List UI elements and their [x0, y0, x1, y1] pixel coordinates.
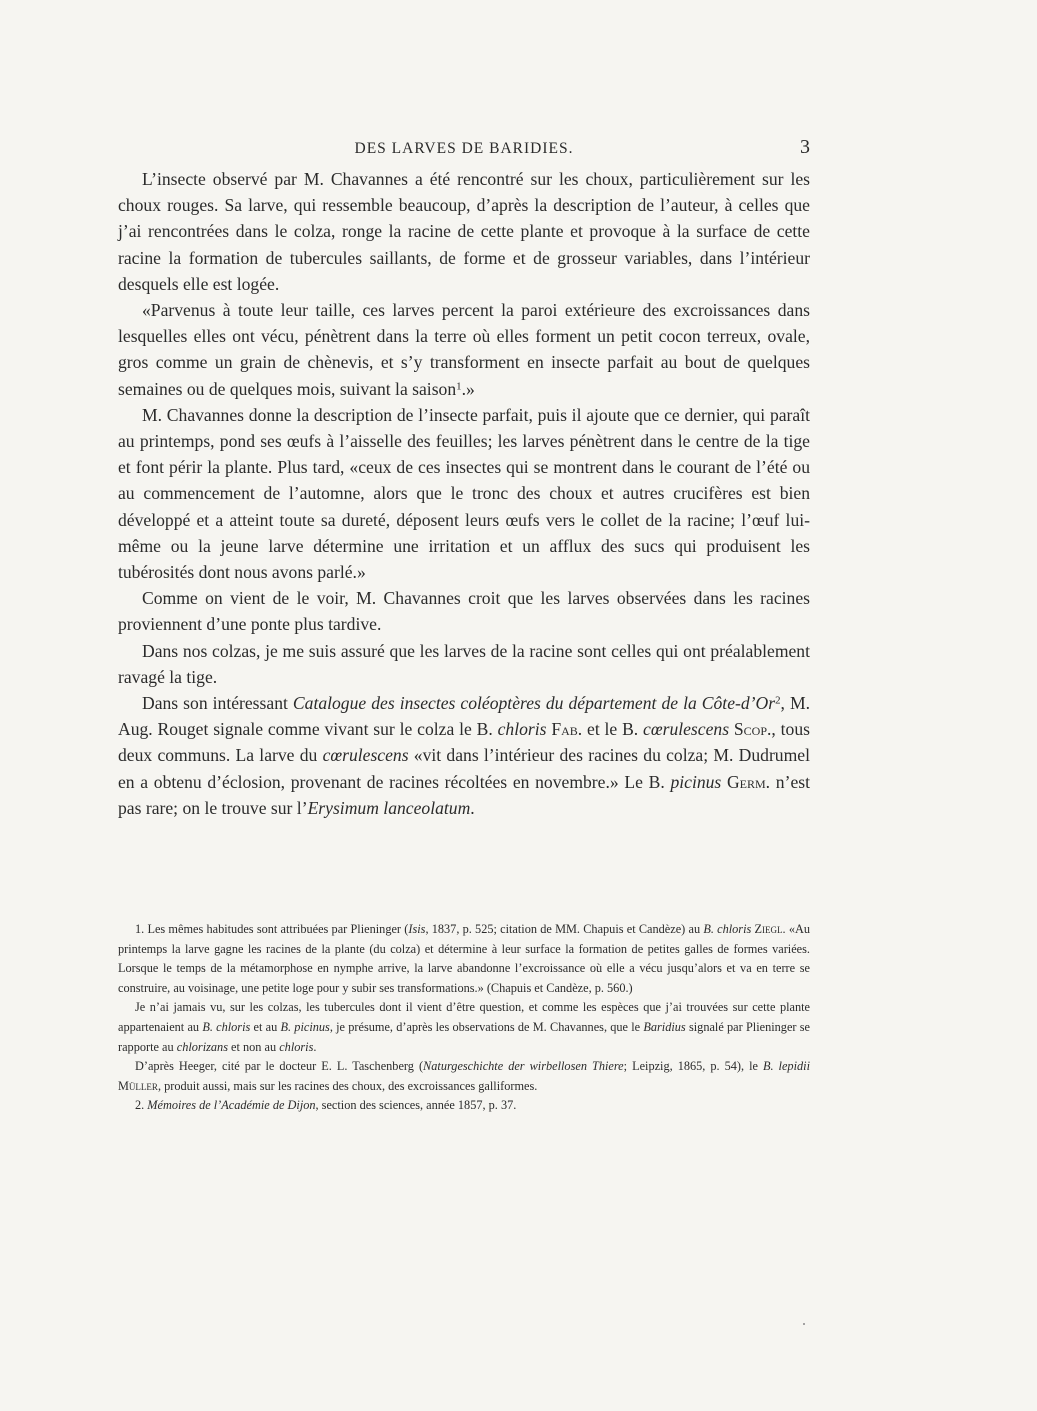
text-run: «Au printemps la larve gagne les racines de la plante (du colza) et détermine à leur surface la formation de petites galles de formes variées. Lorsque le temps de la métamorphose en nymphe arrive, la larve abandonne l’excroissance où elle a vécu jusqu’alors et va en terre se construire, au voisinage, une petite loge pour y subir ses transformations.» (Chapuis et Candèze, p. 560.) [118, 922, 810, 995]
author-name: Germ. [721, 771, 771, 792]
species-name: chloris [279, 1039, 314, 1054]
species-name: cœrulescens [643, 719, 730, 740]
main-text [118, 166, 810, 821]
footnote-1-continued [118, 998, 810, 1057]
footnote-ref-1: 1 [456, 380, 462, 393]
species-name: B. picinus [280, 1019, 330, 1034]
text-run: 2. [135, 1098, 148, 1113]
paragraph-4: Comme on vient de le voir, M. Chavannes croit que les larves observées dans les racines proviennent d’une ponte plus tardive. [118, 588, 810, 635]
species-name: B. chloris [202, 1019, 251, 1034]
text-run: et non au [227, 1039, 280, 1054]
footnote-1 [118, 920, 810, 998]
species-name: picinus [670, 771, 722, 792]
text-run: , je présume, d’après les observations de M. Chavannes, que le [329, 1019, 644, 1034]
text-run: . [313, 1039, 317, 1054]
species-name: chlorizans [176, 1039, 228, 1054]
paragraph-2-text: «Parvenus à toute leur taille, ces larves percent la paroi extérieure des excroissances dans lesquelles elles ont vécu, pénètrent dans la terre où elles forment un petit cocon terreux, ovale, gros comme un grain de chènevis, et s’y transforment en insecte parfait au bout de quelques semaines ou de quelques mois, suivant la saison [118, 300, 810, 399]
footnotes [118, 920, 810, 1116]
footnote-2 [118, 1096, 810, 1116]
species-name: cœrulescens [322, 745, 409, 766]
text-run: ; Leipzig, 1865, p. 54), le [623, 1059, 763, 1074]
species-name: Erysimum lanceolatum [307, 797, 471, 818]
footnote-ref-2: 2 [775, 694, 781, 707]
journal-title: Isis [408, 922, 426, 936]
paragraph-6 [118, 690, 810, 821]
text-run: signalé par Plieninger se rapporte au [118, 1019, 810, 1054]
text-run: «vit dans l’intérieur des racines du colza; M. Dudrumel en a obtenu d’éclosion, provenant de racines récoltées en novembre.» Le B. [118, 745, 810, 792]
journal-title: Mémoires de l’Académie de Dijon [147, 1098, 316, 1113]
running-head: DES LARVES DE BARIDIES. [354, 140, 574, 157]
text-run: , 1837, p. 525; citation de MM. Chapuis et Candèze) au [425, 922, 704, 936]
text-run: Je n’ai jamais vu, sur les colzas, les tubercules dont il vient d’être question, et comme les espèces que j’ai trouvées sur cette plante appartenaient au [118, 1000, 810, 1034]
paper-speck [803, 1323, 805, 1325]
text-run: et le B. [582, 719, 644, 740]
book-title: Naturgeschichte der wirbellosen Thiere [423, 1059, 624, 1074]
text-run: 1. Les mêmes habitudes sont attribuées par Plieninger ( [135, 922, 409, 936]
author-name: Ziegl. [751, 922, 786, 936]
author-name: Scop. [729, 719, 772, 740]
text-run: , tous deux communs. La larve du [118, 719, 810, 766]
paragraph-5: Dans nos colzas, je me suis assuré que les larves de la racine sont celles qui ont préalablement ravagé la tige. [118, 640, 810, 687]
text-run: , produit aussi, mais sur les racines des choux, des excroissances galliformes. [157, 1078, 538, 1093]
species-name: chloris [497, 719, 547, 740]
author-name: Müller [118, 1078, 158, 1093]
species-name: B. chloris [703, 922, 752, 936]
page-header [118, 136, 810, 164]
text-run: . [470, 797, 475, 818]
text-run: Dans son intéressant [142, 693, 293, 714]
page-number: 3 [800, 136, 810, 158]
paragraph-1: L’insecte observé par M. Chavannes a été rencontré sur les choux, particulièrement sur les choux rouges. Sa larve, qui ressemble beaucoup, d’après la description de l’auteur, à celles que j’ai rencontrées dans le colza, ronge la racine de cette plante et provoque à la surface de cette racine la formation de tubercules saillants, de forme et de grosseur variables, dans l’intérieur desquels elle est logée. [118, 169, 810, 294]
catalogue-title: Catalogue des insectes coléoptères du département de la Côte-d’Or [292, 693, 776, 714]
text-run: et au [250, 1019, 281, 1034]
text-run: D’après Heeger, cité par le docteur E. L. Taschenberg ( [135, 1059, 424, 1074]
paragraph-2 [118, 297, 810, 402]
paragraph-3: M. Chavannes donne la description de l’insecte parfait, puis il ajoute que ce dernier, qui paraît au printemps, pond ses œufs à l’aisselle des feuilles; les larves pénètrent dans le centre de la tige et font périr la plante. Plus tard, «ceux de ces insectes qui se montrent dans le courant de l’été ou au commencement de l’automne, alors que le tronc des choux et autres crucifères est bien développé et a atteint toute sa dureté, déposent leurs œufs vers le collet de la racine; l’œuf lui-même ou la jeune larve détermine une irritation et un afflux des sucs qui produisent les tubérosités dont nous avons parlé.» [118, 404, 810, 583]
footnote-1-heeger [118, 1057, 810, 1096]
text-run: , M. Aug. Rouget signale comme vivant sur le colza le B. [118, 693, 810, 740]
text-run: , section des sciences, année 1857, p. 37. [315, 1098, 517, 1113]
author-name: Fab. [546, 719, 583, 740]
paragraph-2-end: .» [461, 378, 475, 399]
species-name: B. lepidii [762, 1059, 810, 1074]
genus-name: Baridius [643, 1019, 686, 1034]
text-run: n’est pas rare; on le trouve sur l’ [118, 771, 810, 818]
